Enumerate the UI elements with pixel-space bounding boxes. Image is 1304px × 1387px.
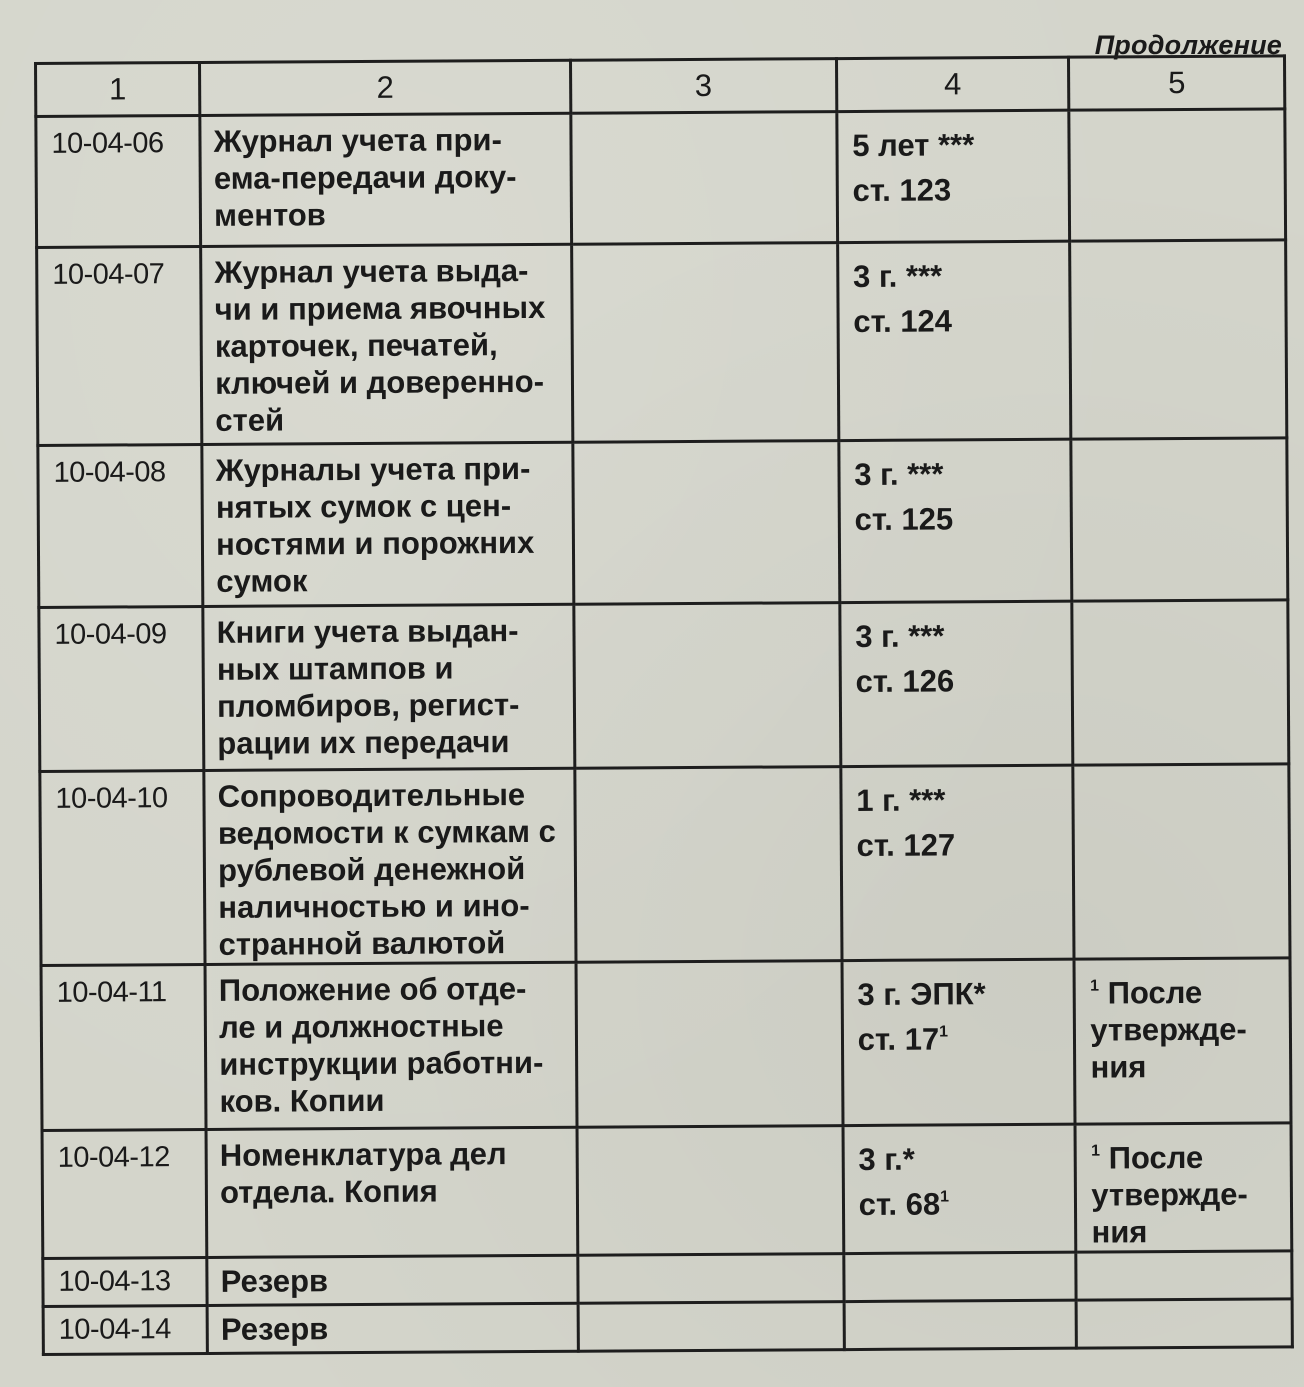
case-title-line: Журналы учета при- — [215, 450, 531, 488]
case-count — [578, 1302, 844, 1352]
table-row — [37, 240, 1287, 446]
case-title-line: Положение об отде- — [218, 971, 527, 1008]
case-title-line: странной валютой — [218, 925, 506, 962]
case-title-line: ле и должностные — [218, 1008, 504, 1045]
case-count — [571, 243, 838, 443]
retention-term: 3 г. *** — [854, 456, 944, 492]
case-note — [1075, 1123, 1291, 1252]
footnote-marker: 1 — [939, 1023, 949, 1041]
case-title-line: рублевой денежной — [218, 851, 526, 888]
case-count — [571, 112, 838, 245]
case-title — [205, 962, 577, 1129]
case-note — [1069, 109, 1285, 241]
case-title-line: сумок — [216, 563, 308, 599]
case-note-text: После — [1108, 1139, 1204, 1176]
case-index: 10-04-09 — [39, 606, 204, 771]
retention-term: 3 г.* — [858, 1141, 915, 1177]
table-row — [43, 1299, 1292, 1355]
case-title-line: ных штампов и — [216, 650, 454, 687]
retention-period — [839, 439, 1073, 602]
retention-article: ст. 125 — [854, 501, 954, 537]
case-index: 10-04-07 — [37, 246, 202, 445]
case-title-line: ема-передачи доку- — [213, 159, 517, 196]
retention-period — [841, 765, 1075, 960]
header-col-5: 5 — [1069, 56, 1285, 110]
case-index: 10-04-10 — [40, 770, 205, 965]
retention-article — [859, 1185, 1069, 1223]
retention-article: ст. 124 — [853, 303, 953, 339]
case-note — [1076, 1251, 1292, 1300]
retention-term: 1 г. *** — [856, 782, 946, 818]
retention-term: 5 лет *** — [852, 127, 975, 164]
case-title-line: отдела. Копия — [219, 1173, 438, 1210]
retention-period — [843, 1124, 1076, 1253]
case-title-line: наличностью и ино- — [218, 887, 530, 925]
case-count — [577, 1126, 844, 1256]
table-row — [36, 109, 1286, 248]
header-row — [36, 56, 1285, 117]
retention-period — [844, 1300, 1077, 1349]
case-note-line: ния — [1090, 1049, 1147, 1085]
case-title — [207, 1255, 578, 1305]
case-index: 10-04-12 — [42, 1129, 207, 1258]
case-title — [204, 768, 576, 964]
case-title-line: ностями и порожних — [216, 524, 535, 562]
case-title-line: ментов — [214, 197, 326, 233]
header-col-2: 2 — [200, 60, 571, 115]
case-title-line: Резерв — [220, 1311, 329, 1347]
header-col-4: 4 — [836, 57, 1069, 111]
case-index: 10-04-11 — [41, 964, 206, 1130]
nomenclature-table — [34, 54, 1294, 1356]
footnote-marker: 1 — [940, 1188, 950, 1206]
case-title-line: чи и приема явочных — [214, 289, 546, 327]
case-title-line: Сопроводительные — [217, 777, 526, 814]
case-title-line: ведомости к сумкам с — [217, 813, 556, 851]
retention-article — [858, 1020, 1068, 1058]
case-count — [573, 441, 840, 605]
case-note — [1073, 764, 1290, 959]
table-row — [43, 1251, 1292, 1307]
case-index: 10-04-06 — [36, 115, 201, 247]
case-index: 10-04-08 — [38, 444, 203, 607]
case-count — [574, 603, 841, 769]
case-title-line: карточек, печатей, — [214, 327, 498, 364]
retention-article: ст. 127 — [856, 827, 956, 863]
case-index: 10-04-13 — [43, 1257, 207, 1306]
header-col-3: 3 — [570, 59, 836, 114]
case-count — [576, 961, 843, 1128]
retention-term: 3 г. *** — [852, 258, 943, 295]
case-title-line: Резерв — [220, 1263, 329, 1299]
header-col-1: 1 — [36, 62, 200, 116]
case-title-line: пломбиров, регист- — [217, 687, 520, 724]
case-note — [1070, 240, 1287, 439]
case-note-line: утвержде- — [1091, 1176, 1248, 1213]
case-note — [1071, 438, 1288, 601]
case-title-line: ключей и доверенно- — [215, 363, 545, 401]
retention-article: ст. 123 — [852, 172, 952, 209]
retention-term: 3 г. ЭПК* — [857, 976, 986, 1012]
retention-article: ст. 126 — [855, 663, 955, 699]
footnote-marker: 1 — [1090, 977, 1100, 995]
case-title-line: ков. Копии — [219, 1082, 385, 1119]
retention-term: 3 г. *** — [855, 618, 945, 654]
table-row — [38, 438, 1288, 608]
case-title-line: Журнал учета при- — [213, 122, 502, 159]
case-title-line: Книги учета выдан- — [216, 613, 519, 650]
footnote-marker: 1 — [1091, 1142, 1101, 1160]
table-row — [42, 1123, 1292, 1259]
case-count — [575, 767, 842, 963]
case-note-text: После — [1107, 974, 1203, 1011]
retention-article-text: ст. 17 — [857, 1021, 940, 1057]
case-title — [207, 1303, 578, 1353]
retention-period — [844, 1252, 1077, 1301]
case-title-line: инструкции работни- — [219, 1044, 544, 1082]
case-count — [578, 1254, 844, 1304]
case-note — [1076, 1299, 1292, 1348]
case-note-line: ния — [1091, 1214, 1148, 1250]
retention-period — [837, 241, 1071, 440]
case-title — [203, 604, 575, 770]
case-note-line: утвержде- — [1090, 1011, 1247, 1048]
case-note-line — [1091, 1138, 1284, 1176]
table-row — [41, 958, 1291, 1131]
retention-period — [842, 959, 1076, 1125]
case-title-line: рации их передачи — [217, 724, 510, 761]
table-row — [39, 600, 1289, 772]
case-title — [202, 442, 574, 606]
retention-period — [840, 601, 1074, 766]
case-title — [200, 113, 571, 246]
retention-article-text: ст. 68 — [858, 1186, 941, 1222]
case-note-line — [1090, 973, 1283, 1011]
case-note — [1072, 600, 1289, 765]
case-title — [206, 1127, 577, 1257]
case-title-line: Номенклатура дел — [219, 1136, 507, 1173]
case-note — [1074, 958, 1291, 1124]
continuation-label: Продолжение — [1094, 30, 1282, 60]
case-title — [201, 244, 573, 444]
case-index: 10-04-14 — [43, 1305, 207, 1354]
case-title-line: стей — [215, 402, 285, 438]
case-title-line: нятых сумок с цен- — [215, 488, 512, 525]
table-row — [40, 764, 1290, 966]
case-title-line: Журнал учета выда- — [214, 252, 529, 290]
retention-period — [837, 110, 1070, 242]
